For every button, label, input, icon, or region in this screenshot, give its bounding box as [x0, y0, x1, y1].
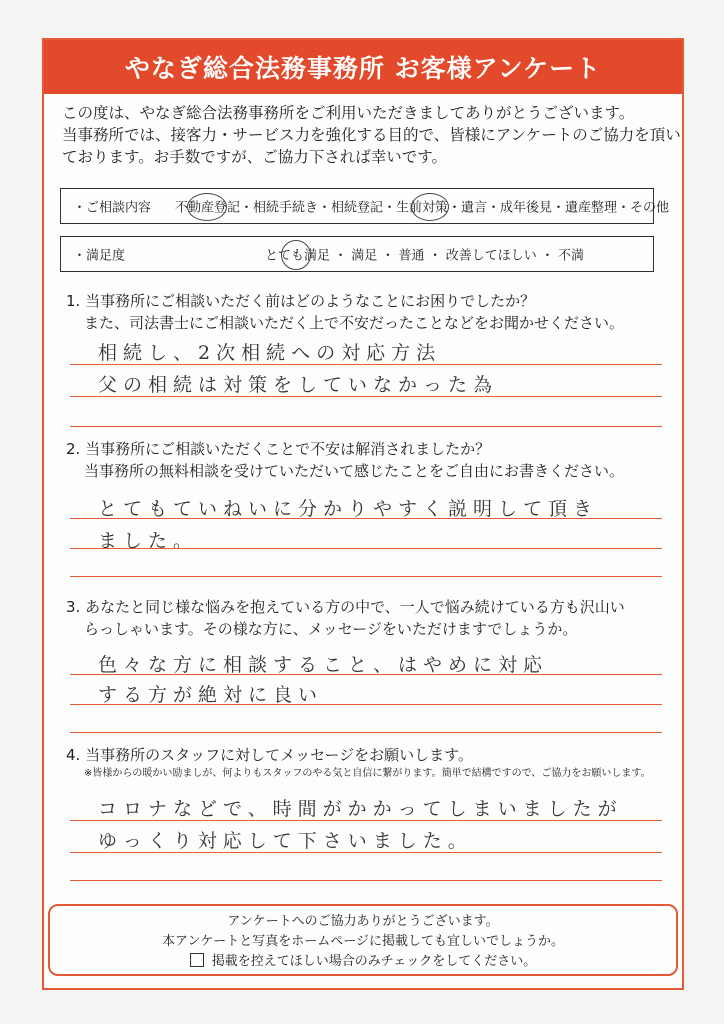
satisfaction-label: ・満足度 — [73, 248, 126, 264]
answer-line — [70, 852, 662, 853]
intro-line: 当事務所では、接客力・サービス力を強化する目的で、皆様にアンケートのご協力を頂い — [62, 126, 681, 144]
question-text: 4. 当事務所のスタッフに対してメッセージをお願いします。 — [66, 746, 473, 764]
satisfaction-box — [60, 236, 654, 272]
answer-line — [70, 732, 662, 733]
answer-line — [70, 426, 662, 427]
handwritten-answer: コロナなどで、時間がかかってしまいましたが — [98, 798, 623, 820]
handwritten-answer: ました。 — [98, 530, 199, 552]
satisfaction-options: とても満足 ・ 満足 ・ 普通 ・ 改善してほしい ・ 不満 — [265, 248, 585, 264]
answer-line — [70, 364, 662, 365]
answer-line — [70, 820, 662, 821]
answer-line — [70, 674, 662, 675]
consent-checkbox[interactable] — [190, 953, 204, 967]
consult-type-box — [60, 188, 670, 224]
selection-circle — [411, 193, 449, 221]
question-text: 当事務所の無料相談を受けていただいて感じたことをご自由にお書きください。 — [84, 462, 625, 480]
selection-circle — [187, 193, 227, 221]
footer-question: 本アンケートと写真をホームページに掲載しても宜しいでしょうか。 — [162, 934, 564, 949]
question-text: 1. 当事務所にご相談いただく前はどのようなことにお困りでしたか？ — [66, 292, 536, 310]
consult-type-options: 不動産登記・相続手続き・相続登記・生前対策・遺言・成年後見・遺産整理・その他 — [175, 200, 670, 216]
question-1 — [66, 290, 676, 334]
consult-type-label: ・ご相談内容 — [73, 200, 152, 216]
handwritten-answer: 父の相続は対策をしていなかった為 — [98, 374, 499, 396]
answer-line — [70, 518, 662, 519]
question-3 — [66, 596, 676, 640]
question-text: 3. あなたと同じ様な悩みを抱えている方の中で、一人で悩み続けている方も沢山い — [66, 598, 625, 616]
intro-line: この度は、やなぎ総合法務事務所をご利用いただきましてありがとうございます。 — [62, 104, 635, 122]
footer-consent-row — [50, 952, 676, 972]
question-note: ※皆様からの暖かい励ましが、何よりもスタッフのやる気と自信に繋がります。簡単で結構ですので、ご協力をお願いします。 — [84, 768, 651, 779]
answer-line — [70, 396, 662, 397]
question-2 — [66, 438, 676, 482]
intro-text — [62, 102, 681, 168]
handwritten-answer: とてもていねいに分かりやすく説明して頂き — [98, 498, 599, 520]
footer-thanks: アンケートへのご協力ありがとうございます。 — [227, 914, 499, 929]
answer-line — [70, 548, 662, 549]
answer-line — [70, 704, 662, 705]
question-4 — [66, 744, 676, 782]
survey-sheet — [42, 38, 684, 990]
handwritten-answer: 色々な方に相談すること、はやめに対応 — [98, 654, 549, 676]
footer-consent-text: 掲載を控えてほしい場合のみチェックをしてください。 — [211, 954, 537, 969]
answer-line — [70, 576, 662, 577]
question-text: らっしゃいます。その様な方に、メッセージをいただけますでしょうか。 — [84, 620, 578, 638]
answer-line — [70, 880, 662, 881]
handwritten-answer: する方が絶対に良い — [98, 684, 324, 706]
handwritten-answer: 相続し、2次相続への対応方法 — [98, 342, 442, 364]
selection-circle — [281, 240, 311, 270]
survey-title: やなぎ総合法務事務所 お客様アンケート — [44, 40, 682, 94]
footer-box — [48, 904, 678, 976]
handwritten-answer: ゆっくり対応して下さいました。 — [98, 830, 473, 852]
question-text: 2. 当事務所にご相談いただくことで不安は解消されましたか？ — [66, 440, 491, 458]
intro-line: ております。お手数ですが、ご協力下されば幸いです。 — [62, 148, 448, 166]
question-text: また、司法書士にご相談いただく上で不安だったことなどをお聞かせください。 — [84, 314, 625, 332]
